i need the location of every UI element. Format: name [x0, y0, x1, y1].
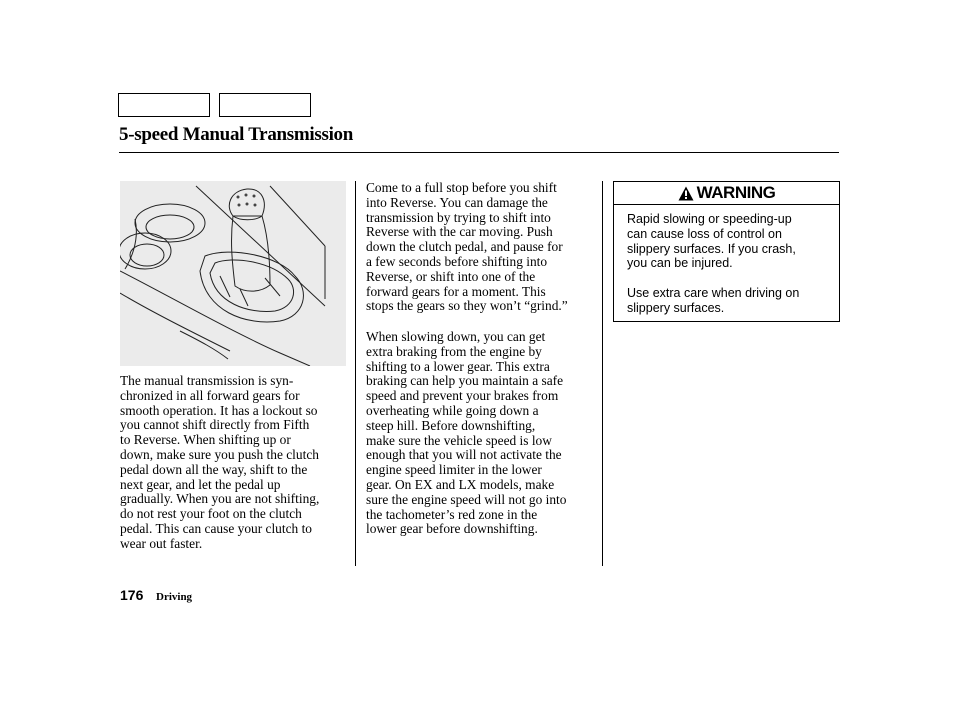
- section-name: Driving: [156, 591, 193, 603]
- warning-header: [614, 182, 839, 205]
- text-line: When slowing down, you can get: [366, 329, 546, 344]
- text-line: stops the gears so they won’t “grind.”: [366, 298, 568, 314]
- text-line: down the clutch pedal, and pause for: [366, 239, 563, 255]
- text-line: transmission by trying to shift into: [366, 209, 551, 225]
- text-line: slippery surfaces. If you crash,: [627, 241, 796, 256]
- text-line: slippery surfaces.: [627, 300, 725, 315]
- text-line: gear. On EX and LX models, make: [366, 476, 555, 492]
- text-line: Rapid slowing or speeding-up: [627, 212, 792, 226]
- text-line: Come to a full stop before you shift: [366, 180, 557, 195]
- text-line: lower gear before downshifting.: [366, 521, 538, 537]
- text-line: steep hill. Before downshifting,: [366, 417, 536, 433]
- reverse-shift-paragraph: [366, 181, 598, 314]
- text-line: wear out faster.: [120, 535, 203, 551]
- warning-box: [613, 181, 840, 322]
- gear-shift-illustration: [120, 181, 346, 366]
- column-divider-1: [355, 181, 356, 566]
- text-line: you cannot shift directly from Fifth: [120, 417, 310, 433]
- text-line: extra braking from the engine by: [366, 343, 542, 359]
- page-title: 5-speed Manual Transmission: [119, 124, 354, 145]
- text-line: Reverse with the car moving. Push: [366, 224, 553, 240]
- text-line: overheating while going down a: [366, 402, 539, 418]
- transmission-description: [120, 374, 352, 552]
- shift-lever-drawing: [120, 181, 346, 366]
- text-line: the tachometer’s red zone in the: [366, 506, 538, 522]
- text-line: forward gears for a moment. This: [366, 283, 546, 299]
- text-line: braking can help you maintain a safe: [366, 373, 564, 389]
- text-line: can cause loss of control on: [627, 226, 782, 241]
- text-line: sure the engine speed will not go into: [366, 491, 567, 507]
- text-line: The manual transmission is syn-: [120, 373, 294, 388]
- text-line: do not rest your foot on the clutch: [120, 506, 302, 522]
- downshift-paragraph: [366, 330, 598, 537]
- text-line: gradually. When you are not shifting,: [120, 491, 320, 507]
- text-line: you can be injured.: [627, 256, 733, 271]
- text-line: next gear, and let the pedal up: [120, 476, 281, 492]
- nav-tab-box-1[interactable]: [118, 93, 210, 117]
- text-line: make sure the vehicle speed is low: [366, 432, 552, 448]
- text-line: to Reverse. When shifting up or: [120, 432, 291, 448]
- text-line: speed and prevent your brakes from: [366, 388, 559, 404]
- title-rule: [119, 152, 839, 153]
- text-line: into Reverse. You can damage the: [366, 194, 548, 210]
- warning-triangle-icon: [678, 186, 694, 201]
- warning-paragraph-1: [627, 212, 837, 271]
- warning-paragraph-2: [627, 286, 837, 316]
- text-line: smooth operation. It has a lockout so: [120, 402, 318, 418]
- column-divider-2: [602, 181, 603, 566]
- nav-tab-box-2[interactable]: [219, 93, 311, 117]
- text-line: a few seconds before shifting into: [366, 253, 548, 269]
- text-line: down, make sure you push the clutch: [120, 446, 319, 462]
- text-line: pedal. This can cause your clutch to: [120, 520, 312, 536]
- text-line: shifting to a lower gear. This extra: [366, 358, 550, 374]
- warning-label: WARNING: [696, 183, 776, 202]
- warning-body: [627, 212, 837, 316]
- text-line: Reverse, or shift into one of the: [366, 268, 536, 284]
- page-number: 176: [120, 587, 144, 603]
- text-line: enough that you will not activate the: [366, 447, 562, 463]
- text-line: pedal down all the way, shift to the: [120, 461, 308, 477]
- text-line: engine speed limiter in the lower: [366, 462, 542, 478]
- text-line: chronized in all forward gears for: [120, 387, 300, 403]
- text-line: Use extra care when driving on: [627, 286, 800, 301]
